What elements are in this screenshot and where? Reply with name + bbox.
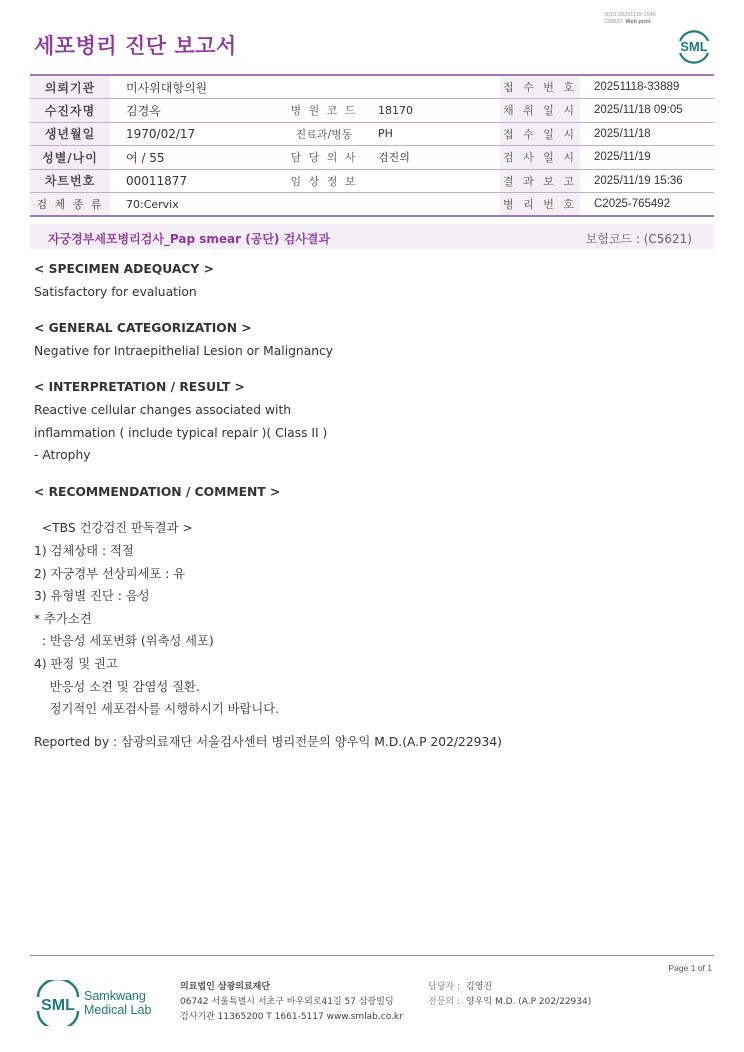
chart-number-value: 00011877 [110,169,282,193]
adequacy-heading: < SPECIMEN ADEQUACY > [34,262,214,276]
hospital-code-label: 병 원 코 드 [282,99,366,123]
category-heading: < GENERAL CATEGORIZATION > [34,321,252,336]
recommendation-line: 1) 검체상태 : 적절 [34,543,134,558]
recommendation-line: <TBS 건강검진 판독결과 > [34,521,193,536]
sex-age-label: 성별/나이 [30,146,110,170]
collection-date-value: 2025/11/18 09:05 [580,99,714,123]
received-date-value: 2025/11/18 [580,122,714,146]
interpretation-line: Reactive cellular changes associated with [34,402,292,417]
table-row [30,193,714,217]
print-mode: Web print [625,19,651,25]
interpretation-heading: < INTERPRETATION / RESULT > [34,380,245,395]
birth-date-label: 생년월일 [30,122,110,146]
clinical-info-value [366,169,500,193]
collection-date-label: 채 취 일 시 [500,99,580,123]
table-row [30,169,714,193]
hospital-code-value: 18170 [366,99,500,123]
print-meta [604,12,656,26]
page-number: Page 1 of 1 [668,963,712,973]
specialist-name: 양우익 M.D. (A.P 202/22934) [466,997,592,1007]
pathology-number-label: 병 리 번 호 [500,193,580,217]
specimen-type-value: 70:Cervix [110,193,500,217]
recommendation-line: * 추가소견 [34,611,92,626]
specialist-label: 전문의 : [428,997,460,1007]
adequacy-text: Satisfactory for evaluation [34,284,197,299]
table-row [30,122,714,146]
print-id: 3019-20251119-1545 [604,12,656,18]
patient-info-table [30,74,714,217]
page-title: 세포병리 진단 보고서 [34,34,237,58]
insurance-code: 보험코드 : (C5621) [585,232,692,246]
report-body [34,262,694,757]
chart-number-label: 차트번호 [30,169,110,193]
birth-date-value: 1970/02/17 [110,122,282,146]
footer-logo-name-1: Samkwang [84,989,146,1003]
category-text: Negative for Intraepithelial Lesion or Malignancy [34,343,334,358]
org-address: 06742 서울특별시 서초구 바우뫼로41길 57 삼광빌딩 [180,997,394,1007]
referring-clinic-label: 의뢰기관 [30,75,110,99]
physician-label: 담 당 의 사 [282,146,366,170]
clinical-info-label: 임 상 정 보 [282,169,366,193]
staff-name: 김영진 [466,982,493,992]
patient-name-value: 김경옥 [110,99,282,123]
physician-value: 검진의 [366,146,500,170]
recommendation-line: 정기적인 세포검사를 시행하시기 바랍니다. [34,702,280,717]
report-date-label: 결 과 보 고 [500,169,580,193]
interpretation-line: inflammation ( include typical repair )( Class II ) [34,425,328,440]
samkwang-logo-icon [34,980,159,1026]
org-contact: 검사기관 11365200 T 1661-5117 www.smlab.co.kr [180,1012,403,1022]
footer-divider [30,955,714,956]
footer-logo-name-2: Medical Lab [84,1003,152,1017]
footer-staff [428,980,591,1010]
patient-name-label: 수진자명 [30,99,110,123]
pathology-number-value: C2025-765492 [580,193,714,217]
print-code: 220022 [604,19,623,25]
department-value: PH [366,122,500,146]
footer-logo-text: SML [41,997,75,1014]
sml-logo-text: SML [680,39,708,54]
reported-by: Reported by : 삼광의료재단 서울검사센터 병리전문의 양우익 M.D.(A.P 202/22934) [34,734,502,749]
recommendation-line: 반응성 소견 및 감염성 질환. [34,679,200,694]
sex-age-value: 여 / 55 [110,146,282,170]
referring-clinic-value: 미사위대항의원 [110,75,500,99]
exam-header-bar [30,224,714,249]
table-row [30,99,714,123]
received-date-label: 접 수 일 시 [500,122,580,146]
exam-date-label: 검 사 일 시 [500,146,580,170]
table-row [30,75,714,99]
department-label: 진료과/병동 [282,122,366,146]
accession-number-value: 20251118-33889 [580,75,714,99]
recommendation-line: 2) 자궁경부 선상피세포 : 유 [34,566,186,581]
interpretation-line: - Atrophy [34,448,91,463]
report-date-value: 2025/11/19 15:36 [580,169,714,193]
sml-logo-icon [674,26,714,64]
specimen-type-label: 검 체 종 류 [30,193,110,217]
footer-organization [180,980,403,1025]
table-row [30,146,714,170]
staff-label: 담당자 : [428,982,460,992]
exam-date-value: 2025/11/19 [580,146,714,170]
accession-number-label: 접 수 번 호 [500,75,580,99]
recommendation-heading: < RECOMMENDATION / COMMENT > [34,484,281,499]
recommendation-line: 3) 유형별 진단 : 음성 [34,589,150,604]
recommendation-line: : 반응성 세포변화 (위축성 세포) [34,634,214,649]
exam-title: 자궁경부세포병리검사_Pap smear (공단) 검사결과 [48,232,330,246]
org-name: 의료법인 삼광의료재단 [180,982,271,992]
recommendation-line: 4) 판정 및 권고 [34,656,118,671]
